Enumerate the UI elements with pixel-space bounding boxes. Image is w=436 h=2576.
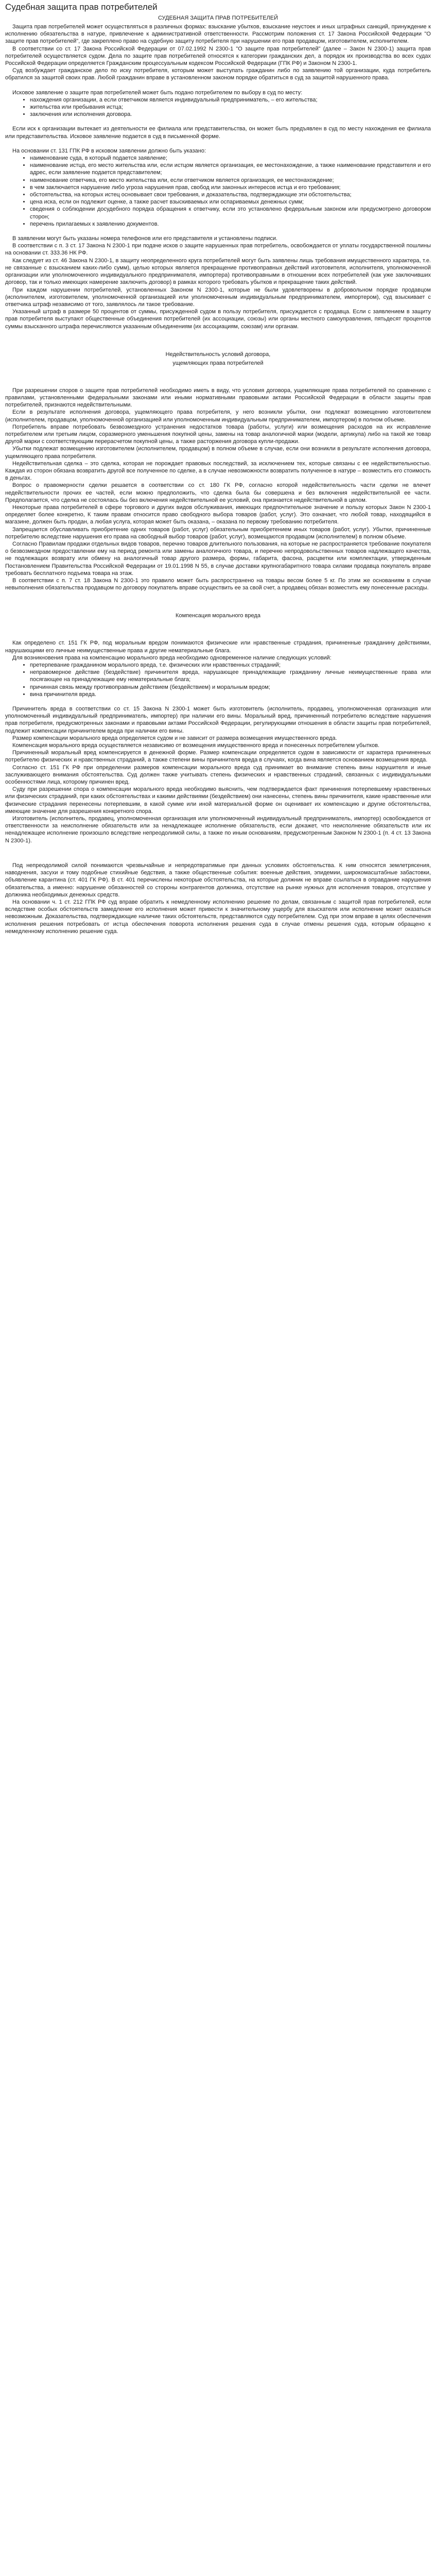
paragraph: При разрешении споров о защите прав потребителей необходимо иметь в виду, что условия договора, ущемляющие права потребителей по сравнению с правилами, установленными федеральными законами или иными нормативными правовыми актами Российской Федерации в области защиты прав потребителей, признаются недействительными. [5, 387, 431, 409]
section-force-majeure [5, 844, 431, 935]
section-subheading: ущемляющих права потребителей [172, 360, 264, 366]
list-item: • вина причинителя вреда. [30, 691, 431, 698]
paragraph: В соответствии с п. 7 ст. 18 Закона N 2300-1 это правило может быть распространено на товары весом более 5 кг. По этим же основаниям в случае невыполнения обязательства продавцом по договору покупатель вправе осуществить ее за свой счет, а продавец обязан возместить ему понесенные расходы. [5, 578, 431, 591]
paragraph: Некоторые права потребителей в сфере торгового и других видов обслуживания, имеющих предпочтительное значение и пользу которых Закон N 2300-1 определяет более конкретно, К таким правам относится право свободного выбора товаров (работ, услуг). Это означает, что любой товар, находящийся в магазине, должен быть продан, а любая услуга, которая может быть оказана, – оказана по первому требованию потребителя. [5, 504, 431, 526]
list-item: • цена иска, если он подлежит оценке, а также расчет взыскиваемых или оспариваемых денежных сумм; [30, 198, 431, 206]
paragraph: Как определено ст. 151 ГК РФ, под моральным вредом понимаются физические или нравственные страдания, причиненные гражданину действиями, нарушающими его личные неимущественные права и другие нематериальные блага. [5, 640, 431, 654]
paragraph: Согласно Правилам продажи отдельных видов товаров, перечню товаров длительного пользования, на которые не распространяется требование покупателя о безвозмездном предоставлении ему на период ремонта или замены аналогичного товара, и перечню непродовольственных товаров надлежащего качества, не подлежащих возврату или обмену на аналогичный товар другого размера, формы, габарита, фасона, расцветки или комплектации, утвержденным Постановлением Правительства Российской Федерации от 19.01.1998 N 55, в случае доставки крупногабаритного товара силами продавца покупатель вправе требовать бесплатного подъема товара на этаж. [5, 540, 431, 577]
paragraph: Запрещается обуславливать приобретение одних товаров (работ, услуг) обязательным приобретением иных товаров (работ, услуг). Убытки, причиненные потребителю вследствие нарушения его права на свободный выбор товаров (работ, услуг), возмещаются продавцом (исполнителем) в полном объеме. [5, 526, 431, 540]
list-item: • нахождения организации, а если ответчиком является индивидуальный предприниматель, – его жительства; [30, 96, 431, 104]
paragraph: Потребитель вправе потребовать безвозмездного устранения недостатков товара (работы, услуги) или возмещения расходов на их исправление потребителем или третьим лицом, соразмерного уменьшения покупной цены, замены на товар аналогичной марки (модели, артикула) либо на такой же товар другой марки с соответствующим перерасчетом покупной цены, а также расторжения договора купли-продажи. [5, 423, 431, 445]
paragraph: В соответствии со ст. 17 Закона Российской Федерации от 07.02.1992 N 2300-1 "О защите прав потребителей" (далее – Закон N 2300-1) защита прав потребителей осуществляется судом. Дела по защите прав потребителей относятся к категории гражданских дел, а порядок их производства во всех судах Российской Федерации определяется Гражданским процессуальным кодексом Российской Федерации (ГПК РФ) и Законом N 2300-1. [5, 45, 431, 67]
section-heading: Недействительность условий договора, [165, 351, 271, 358]
list-item: • наименование ответчика, его место жительства или, если ответчиком является организация, ее местонахождение; [30, 177, 431, 184]
list-item: • наименование истца, его место жительства или, если истцом является организация, ее местонахождение, а также наименование представителя и его адрес, если заявление подается представителем; [30, 162, 431, 176]
paragraph: Изготовитель (исполнитель, продавец, уполномоченная организация или уполномоченный индивидуальный предприниматель, импортер) освобождается от ответственности за неисполнение обязательств или за ненадлежащее исполнение обязательств, если докажет, что неисполнение обязательств или их ненадлежащее исполнение произошло вследствие непреодолимой силы, а также по иным основаниям, предусмотренным Законом N 2300-1 (п. 4 ст. 13 Закона N 2300-1). [5, 816, 431, 844]
paragraph: Если иск к организации вытекает из деятельности ее филиала или представительства, он может быть предъявлен в суд по месту нахождения ее филиала или представительства. Исковое заявление подается в суд в письменной форме. [5, 126, 431, 140]
paragraph: Защита прав потребителей может осуществляться в различных формах: взыскание убытков, взыскание неустоек и иных штрафных санкций, принуждение к исполнению обязательства в натуре, привлечение к административной ответственности. Рассмотрим положения ст. 17 Закона Российской Федерации "О защите прав потребителей", где закреплено право на судебную защиту потребителя при нарушении его прав продавцом, изготовителем, исполнителем. [5, 24, 431, 45]
paragraph: Суд возбуждает гражданское дело по иску потребителя, которым может выступать гражданин либо по заявлению той организации, куда потребитель обратился за защитой своих прав. Любой гражданин вправе в установленном законом порядке обратиться в суд за защитой нарушенного права. [5, 67, 431, 81]
paragraph: В заявлении могут быть указаны номера телефонов или его представителя и установлены подписи. [12, 235, 278, 242]
section-moral [5, 612, 431, 844]
paragraph: При каждом нарушении потребителей, установленных Законом N 2300-1, которые не были удовлетворены в добровольном порядке продавцом (исполнителем, изготовителем, уполномоченной организацией или уполномоченным индивидуальным предпринимателем, импортером), суд взыскивает с ответчика штраф независимо от того, заявлялось ли такое требование. [5, 286, 431, 308]
section-shortcomings [5, 351, 431, 592]
paragraph: Исковое заявление о защите прав потребителей может быть подано потребителем по выбору в суд по месту: [12, 89, 303, 96]
list-item: • наименование суда, в который подается заявление; [30, 155, 431, 162]
list-item: • заключения или исполнения договора. [30, 111, 431, 118]
heading-spacer [5, 621, 431, 639]
section-heading: СУДЕБНАЯ ЗАЩИТА ПРАВ ПОТРЕБИТЕЛЕЙ [158, 15, 278, 21]
paragraph: На основании ст. 131 ГПК РФ в исковом заявлении должно быть указано: [12, 147, 206, 154]
list-item: • сведения о соблюдении досудебного порядка обращения к ответчику, если это установлено федеральным законом или предусмотрено договором сторон; [30, 206, 431, 220]
paragraph: На основании ч. 1 ст. 212 ГПК РФ суд вправе обратить к немедленному исполнению решение по делам, связанным с защитой прав потребителей, если вследствие особых обстоятельств замедление его исполнения может привести к значительному ущербу для взыскателя или исполнение может оказаться невозможным. Доказательства, подтверждающие наличие таких обстоятельств, представляются суду потребителем. Суд при этом вправе в целях обеспечения исполнения решения потребовать от истца обеспечения поворота исполнения решения суда в случае отмены решения суда, которым обращено к немедленному исполнению решение суда. [5, 899, 431, 935]
paragraph: Вопрос о правомерности сделки решается в соответствии со ст. 180 ГК РФ, согласно которой недействительность части сделки не влечет недействительности прочих ее частей, если можно предположить, что сделка была бы совершена и без включения недействительной ее части. Предполагается, что сделка не состоялась бы без включения недействительной ее условий, она признается недействительной в целом. [5, 482, 431, 503]
paragraph: Указанный штраф в размере 50 процентов от суммы, присужденной судом в пользу потребителя, присуждается с продавца. Если с заявлением в защиту прав потребителя выступают общественные объединения потребителей (их ассоциации, союзы) или органы местного самоуправления, пятьдесят процентов суммы взысканного штрафа перечисляются указанным объединениям (их ассоциациям, союзам) или органам. [5, 309, 431, 330]
paragraph: Как следует из ст. 46 Закона N 2300-1, в защиту неопределенного круга потребителей могут быть заявлены лишь требования имущественного характера, т.е. не связанные с взысканием каких-либо сумм), целью которых является прекращение противоправных действий изготовителя, исполнителя, уполномоченной организации или уполномоченного индивидуального предпринимателя, импортера) противоправными в отношении всех потребителей (как уже заключивших договор, так и только имеющих намерение заключить договор) в рамках которого требовать убытков и прекращение таких действий. [5, 257, 431, 286]
list-item: • обстоятельства, на которых истец основывает свои требования, и доказательства, подтверждающие эти обстоятельства; [30, 191, 431, 198]
paragraph: Согласно ст. 151 ГК РФ при определении размеров компенсации морального вреда суд принимает во внимание степень вины нарушителя и иные заслуживающего внимания обстоятельства. Суд должен также учитывать степень физических и нравственных страданий, связанных с индивидуальными особенностями лица, которому причинен вред. [5, 764, 431, 786]
paragraph: Размер компенсации морального вреда определяется судом и не зависит от размера возмещения имущественного вреда. [12, 735, 337, 741]
section-heading: Компенсация морального вреда [176, 613, 260, 619]
paragraph: Компенсация морального вреда осуществляется независимо от возмещения имущественного вреда и понесенных потребителем убытков. [12, 742, 380, 749]
bullet-list [5, 155, 431, 228]
list-item: • перечень прилагаемых к заявлению документов. [30, 221, 431, 228]
paragraph: В соответствии с п. 3 ст. 17 Закона N 2300-1 при подаче исков о защите нарушенных прав потребитель, освобождается от уплаты государственной пошлины на основании ст. 333.36 НК РФ. [5, 243, 431, 257]
paragraph: Если в результате исполнения договора, ущемляющего права потребителя, у него возникли убытки, они подлежат возмещению изготовителем (исполнителем, продавцом, уполномоченной организацией или уполномоченным индивидуальным предпринимателем, импортером) в полном объеме. [5, 409, 431, 423]
list-item: • в чем заключается нарушение либо угроза нарушения прав, свобод или законных интересов истца и его требования; [30, 184, 431, 191]
article-page [0, 0, 436, 951]
article-content [5, 14, 431, 935]
bullet-list [5, 662, 431, 698]
paragraph: Суду при разрешении спора о компенсации морального вреда необходимо выяснить, чем подтверждается факт причинения потерпевшему нравственных или физических страданий, при каких обстоятельствах и какими действиями (бездействием) они нанесены, степень вины причинителя, какие нравственные или физические страдания перенесены потерпевшим, в какой сумме или иной материальной форме он оценивает их компенсацию и другие обстоятельства, имеющие значение для разрешения конкретного спора. [5, 786, 431, 815]
paragraph: Под непреодолимой силой понимаются чрезвычайные и непредотвратимые при данных условиях обстоятельства. К ним относятся землетрясения, наводнения, засухи и тому подобные стихийные бедствия, а также общественные события: военные действия, эпидемии, широкомасштабные забастовки, объявление карантина (ст. 401 ГК РФ). В ст. 401 перечислены некоторые обстоятельства, на которые должник не вправе ссылаться в оправдание нарушения обязательства, а именно: нарушение обязанностей со стороны контрагентов должника, отсутствие на рынке нужных для исполнения товаров, отсутствие у должника необходимых денежных средств. [5, 862, 431, 898]
list-item: • неправомерное действие (бездействие) причинителя вреда, нарушающее принадлежащие гражданину личные неимущественные права или посягающее на принадлежащие ему нематериальные блага; [30, 669, 431, 683]
paragraph: Убытки подлежат возмещению изготовителем (исполнителем, продавцом) в полном объеме в случае, если они возникли в результате исполнения договора, ущемляющего права потребителя. [5, 446, 431, 460]
list-item: • претерпевание гражданином морального вреда, т.е. физических или нравственных страданий; [30, 662, 431, 669]
section-intro [5, 14, 431, 330]
paragraph: Недействительная сделка – это сделка, которая не порождает правовых последствий, за исключением тех, которые связаны с ее недействительностью. Каждая из сторон обязана возвратить другой все полученное по сделке, а в случае невозможности возвратить полученное в натуре – возместить его стоимость в деньгах. [5, 460, 431, 482]
paragraph: Причинитель вреда в соответствии со ст. 15 Закона N 2300-1 может быть изготовитель (исполнитель, продавец, уполномоченная организация или уполномоченный индивидуальный предприниматель, импортер) при наличии его вины. Моральный вред, причиненный потребителю вследствие нарушения прав потребителя, предусмотренных законами и правовыми актами Российской Федерации, регулирующими отношения в области защиты прав потребителей, подлежит компенсации причинителем вреда при наличии его вины. [5, 706, 431, 734]
section-spacer [5, 844, 431, 862]
paragraph: Причиненный моральный вред компенсируется в денежной форме. Размер компенсации определяется судом в зависимости от характера причиненных потребителю физических и нравственных страданий, а также степени вины причинителя вреда в случаях, когда вина является основанием возмещения вреда. [5, 750, 431, 764]
bullet-list [5, 96, 431, 118]
list-item: • жительства или пребывания истца; [30, 104, 431, 111]
page-title: Судебная защита прав потребителей [5, 2, 158, 12]
list-item: • причинная связь между противоправным действием (бездействием) и моральным вредом; [30, 684, 431, 691]
paragraph: Для возникновения права на компенсацию морального вреда необходимо одновременное наличие следующих условий: [12, 654, 332, 661]
